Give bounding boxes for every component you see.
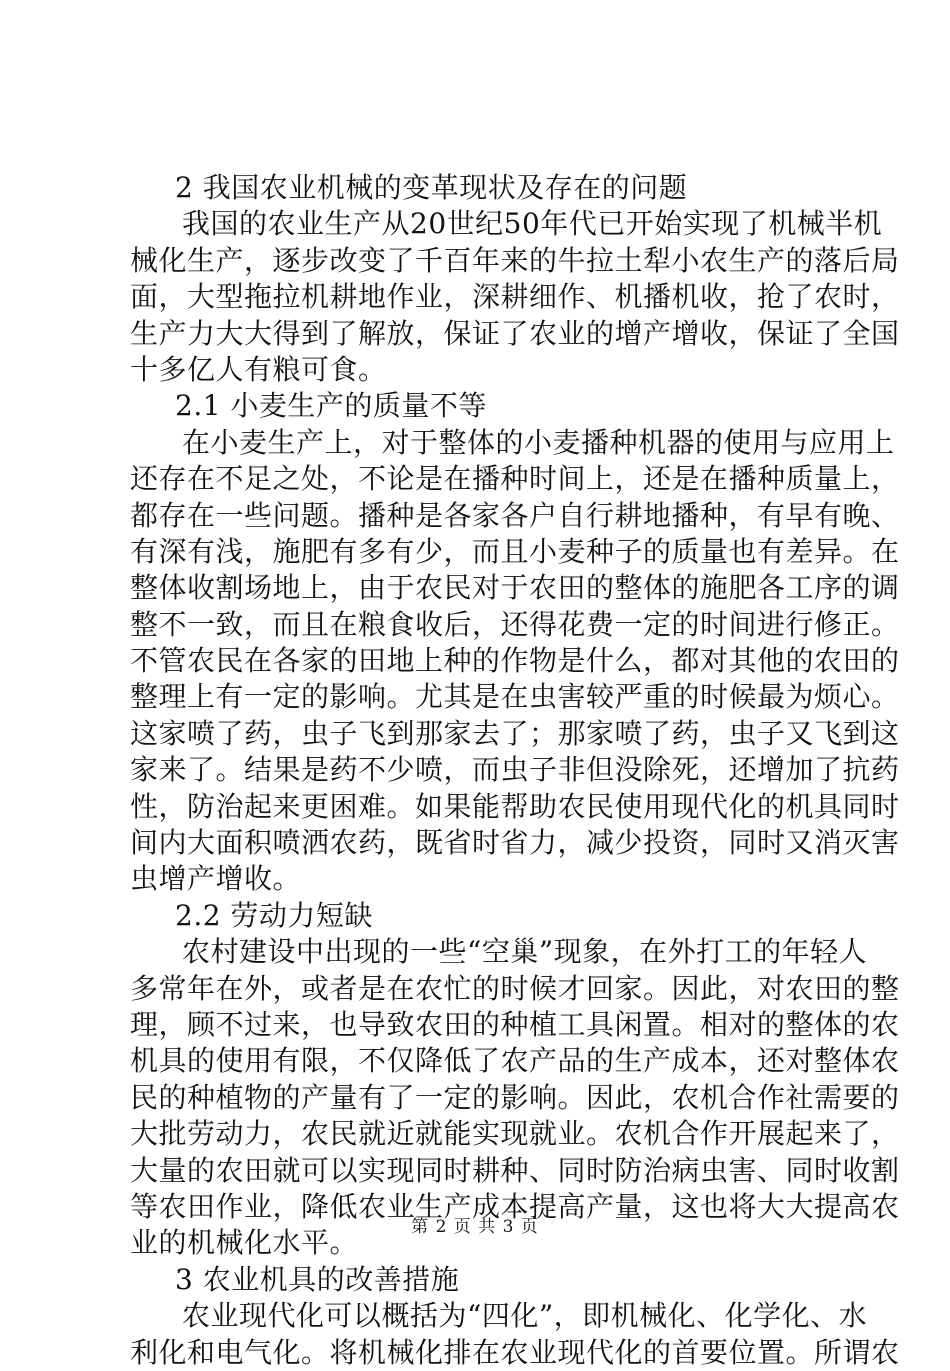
section-heading: 2 我国农业机械的变革现状及存在的问题 <box>175 171 688 204</box>
section-heading: 2.2 劳动力短缺 <box>175 898 373 932</box>
paragraph-line: 还存在不足之处，不论是在播种时间上，还是在播种质量上， <box>130 462 900 496</box>
paragraph-line: 机具的使用有限，不仅降低了农产品的生产成本，还对整体农 <box>130 1044 900 1078</box>
paragraph-line: 性，防治起来更困难。如果能帮助农民使用现代化的机具同时 <box>130 789 900 823</box>
paragraph-line: 在小麦生产上，对于整体的小麦播种机器的使用与应用上 <box>182 425 895 459</box>
paragraph-line: 整不一致，而且在粮食收后，还得花费一定的时间进行修正。 <box>130 607 900 641</box>
paragraph-line: 有深有浅，施肥有多有少，而且小麦种子的质量也有差异。在 <box>130 534 900 568</box>
paragraph-line: 大批劳动力，农民就近就能实现就业。农机合作开展起来了， <box>130 1117 900 1151</box>
document-body <box>130 170 900 1371</box>
paragraph-line: 不管农民在各家的田地上种的作物是什么，都对其他的农田的 <box>130 644 900 678</box>
paragraph-line: 整理上有一定的影响。尤其是在虫害较严重的时候最为烦心。 <box>130 680 900 714</box>
paragraph-line: 多常年在外，或者是在农忙的时候才回家。因此，对农田的整 <box>130 971 900 1005</box>
paragraph-line: 虫增产增收。 <box>130 862 302 896</box>
paragraph-line: 大量的农田就可以实现同时耕种、同时防治病虫害、同时收割 <box>130 1153 900 1187</box>
paragraph-line: 利化和电气化。将机械化排在农业现代化的首要位置。所谓农 <box>130 1335 900 1369</box>
paragraph-line: 农村建设中出现的一些“空巢”现象，在外打工的年轻人 <box>182 935 868 969</box>
paragraph-line: 十多亿人有粮可食。 <box>130 352 387 386</box>
paragraph-line: 家来了。结果是药不少喷，而虫子非但没除死，还增加了抗药 <box>130 753 900 787</box>
paragraph-line: 民的种植物的产量有了一定的影响。因此，农机合作社需要的 <box>130 1080 900 1114</box>
paragraph-line: 理，顾不过来，也导致农田的种植工具闲置。相对的整体的农 <box>130 1007 900 1041</box>
paragraph-line: 生产力大大得到了解放，保证了农业的增产增收，保证了全国 <box>130 316 900 350</box>
page-footer <box>0 1212 950 1237</box>
paragraph-line: 这家喷了药，虫子飞到那家去了；那家喷了药，虫子又飞到这 <box>130 716 900 750</box>
paragraph-line: 面，大型拖拉机耕地作业，深耕细作、机播机收，抢了农时， <box>130 280 900 314</box>
paragraph-line: 业的机械化水平。 <box>130 1226 359 1260</box>
paragraph-line: 械化生产，逐步改变了千百年来的牛拉土犁小农生产的落后局 <box>130 243 900 277</box>
paragraph-line: 整体收割场地上，由于农民对于农田的整体的施肥各工序的调 <box>130 571 900 605</box>
paragraph-line: 农业现代化可以概括为“四化”，即机械化、化学化、水 <box>182 1299 868 1333</box>
page-number-label: 第 2 页 共 3 页 <box>411 1217 539 1237</box>
section-heading: 3 农业机具的改善措施 <box>175 1262 460 1296</box>
paragraph-line: 都存在一些问题。播种是各家各户自行耕地播种，有早有晚、 <box>130 498 900 532</box>
paragraph-line: 间内大面积喷洒农药，既省时省力，减少投资，同时又消灭害 <box>130 826 900 860</box>
paragraph-line: 我国的农业生产从20世纪50年代已开始实现了机械半机 <box>182 207 883 241</box>
paragraph-line: 等农田作业，降低农业生产成本提高产量，这也将大大提高农 <box>130 1189 900 1223</box>
section-heading: 2.1 小麦生产的质量不等 <box>175 389 487 423</box>
